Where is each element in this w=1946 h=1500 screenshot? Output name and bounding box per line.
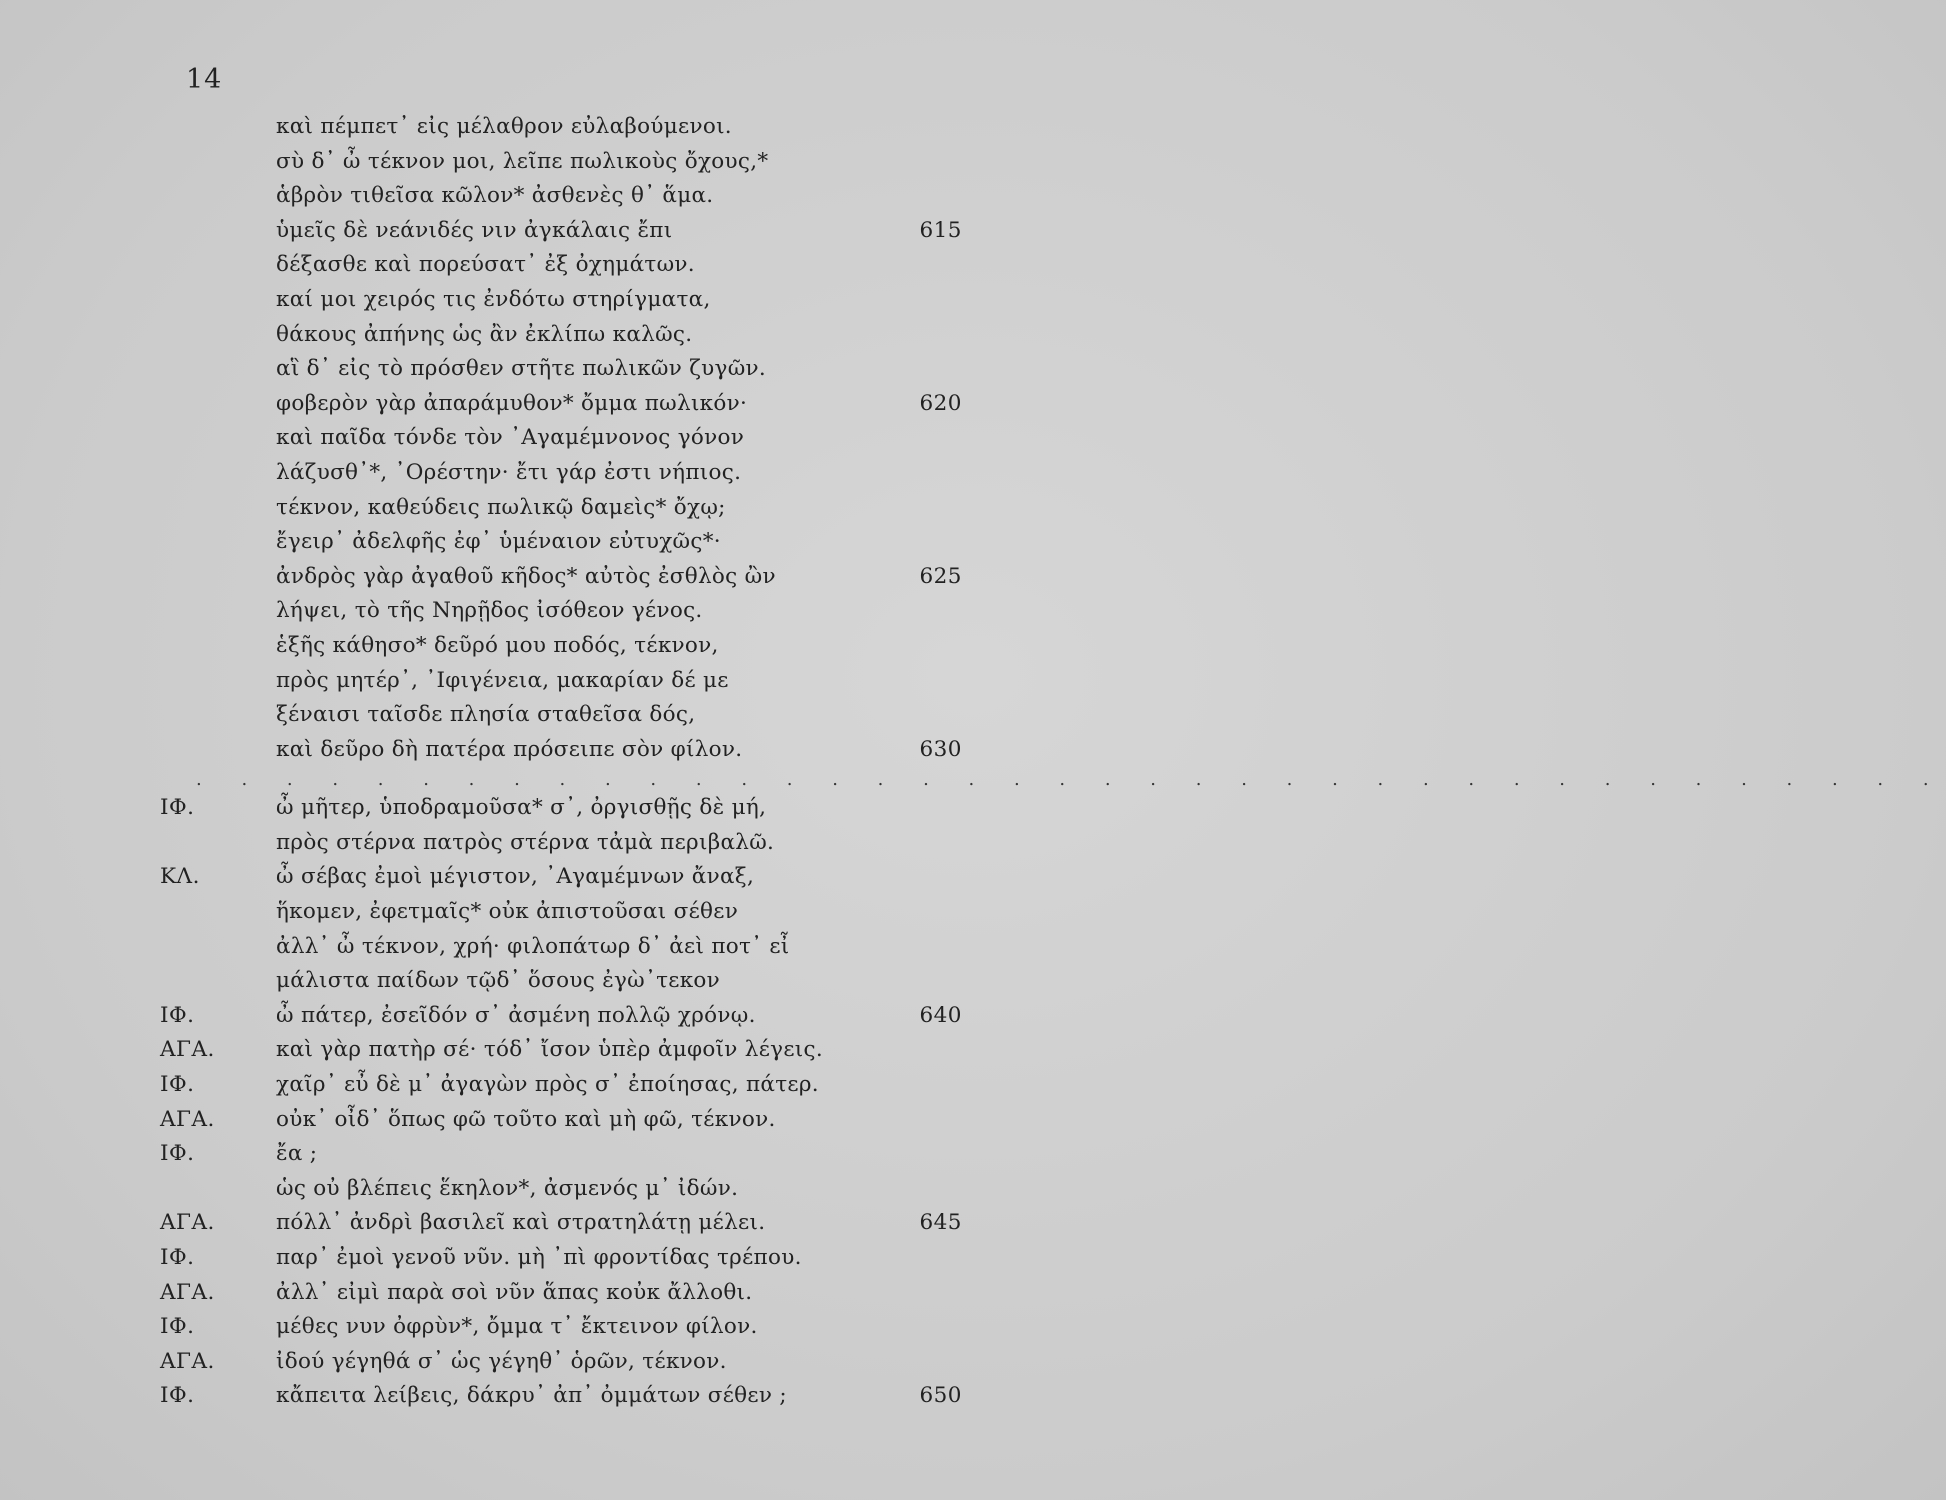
verse-line — [0, 525, 976, 560]
verse-line — [0, 283, 976, 318]
verse-line — [0, 860, 976, 895]
verse-line — [0, 826, 976, 861]
verse-line-text: ὡς οὐ βλέπεις ἕκηλον*, ἀσμενός μ᾽ ἰδών. — [276, 1175, 739, 1201]
verse-line — [0, 895, 976, 930]
verse-line — [0, 733, 976, 768]
verse-line-text: θάκους ἀπήνης ὡς ἂν ἐκλίπω καλῶς. — [276, 321, 693, 347]
line-number: 630 — [919, 736, 962, 762]
verse-line-text: λάζυσθ᾽*, ᾿Ορέστην· ἔτι γάρ ἐστι νήπιος. — [276, 459, 742, 485]
verse-line-text: ἀλλ᾽ ὦ τέκνον, χρή· φιλοπάτωρ δ᾽ ἀεὶ ποτ᾽ εἶ — [276, 933, 790, 959]
verse-block-before-lacuna — [0, 110, 976, 767]
speaker-label: ΑΓΑ. — [160, 1279, 215, 1305]
speaker-label: ΑΓΑ. — [160, 1348, 215, 1374]
speaker-label: ΚΛ. — [160, 864, 200, 890]
verse-line — [0, 110, 976, 145]
verse-line-text: καὶ πέμπετ᾽ εἰς μέλαθρον εὐλαβούμενοι. — [276, 114, 732, 139]
verse-line-text: καί μοι χειρός τις ἐνδότω στηρίγματα, — [276, 286, 711, 312]
line-number: 620 — [919, 390, 962, 416]
verse-line — [0, 145, 976, 180]
verse-line — [0, 1310, 976, 1345]
speaker-label: ΙΦ. — [160, 795, 195, 821]
verse-line-text: ἔγειρ᾽ ἀδελφῆς ἐφ᾽ ὑμέναιον εὐτυχῶς*· — [276, 529, 721, 555]
verse-line — [0, 491, 976, 526]
line-number: 640 — [919, 1002, 962, 1028]
verse-line-text: λήψει, τὸ τῆς Νηρῇδος ἰσόθεον γένος. — [276, 598, 703, 624]
speaker-label: ΑΓΑ. — [160, 1210, 215, 1236]
verse-line — [0, 1068, 976, 1103]
verse-line — [0, 421, 976, 456]
verse-line — [0, 352, 976, 387]
verse-line-text: ξέναισι ταῖσδε πλησία σταθεῖσα δός, — [276, 702, 696, 728]
speaker-label: ΙΦ. — [160, 1072, 195, 1098]
speaker-label: ΑΓΑ. — [160, 1037, 215, 1063]
verse-text — [0, 110, 1946, 1414]
verse-line — [0, 387, 976, 422]
verse-line-text: καὶ παῖδα τόνδε τὸν ᾿Αγαμέμνονος γόνον — [276, 425, 745, 451]
verse-line-text: αἳ δ᾽ εἰς τὸ πρόσθεν στῆτε πωλικῶν ζυγῶν. — [276, 356, 767, 382]
line-number: 615 — [919, 217, 962, 243]
verse-line-text: ἑξῆς κάθησο* δεῦρό μου ποδός, τέκνον, — [276, 632, 719, 658]
verse-line-text: καὶ γὰρ πατὴρ σέ· τόδ᾽ ἴσον ὑπὲρ ἀμφοῖν λέγεις. — [276, 1037, 823, 1063]
verse-line-text: ὦ σέβας ἐμοὶ μέγιστον, ᾿Αγαμέμνων ἄναξ, — [276, 864, 755, 890]
verse-line — [0, 930, 976, 965]
verse-line-text: φοβερὸν γὰρ ἀπαράμυθον* ὄμμα πωλικόν· — [276, 390, 748, 416]
verse-line — [0, 594, 976, 629]
lacuna-dots: . . . . . . . . . . . . . . . . . . . . . . . . . . . . . . . . . . . . . . . — [196, 769, 1946, 791]
verse-line-text: καὶ δεῦρο δὴ πατέρα πρόσειπε σὸν φίλον. — [276, 736, 743, 762]
verse-line-text: ἰδού γέγηθά σ᾽ ὡς γέγηθ᾽ ὁρῶν, τέκνον. — [276, 1348, 727, 1374]
verse-line-text: κἄπειτα λείβεις, δάκρυ᾽ ἀπ᾽ ὀμμάτων σέθεν ; — [276, 1383, 787, 1409]
verse-line-text: μάλιστα παίδων τῷδ᾽ ὅσους ἐγὼ᾽τεκον — [276, 968, 721, 994]
verse-line-text: τέκνον, καθεύδεις πωλικῷ δαμεὶς* ὄχῳ; — [276, 494, 726, 520]
speaker-label: ΙΦ. — [160, 1383, 195, 1409]
verse-line-text: ὑμεῖς δὲ νεάνιδές νιν ἀγκάλαις ἔπι — [276, 217, 673, 243]
verse-line-text: πόλλ᾽ ἀνδρὶ βασιλεῖ καὶ στρατηλάτῃ μέλει. — [276, 1210, 766, 1236]
verse-line — [0, 1206, 976, 1241]
verse-line — [0, 791, 976, 826]
verse-line-text: δέξασθε καὶ πορεύσατ᾽ ἐξ ὀχημάτων. — [276, 252, 695, 278]
verse-line — [0, 1033, 976, 1068]
speaker-label: ΙΦ. — [160, 1141, 195, 1167]
verse-line-text: ὦ μῆτερ, ὑποδραμοῦσα* σ᾽, ὀργισθῇς δὲ μή, — [276, 795, 767, 821]
verse-line-text: παρ᾽ ἐμοὶ γενοῦ νῦν. μὴ ᾽πὶ φροντίδας τρέπου. — [276, 1245, 802, 1270]
speaker-label: ΙΦ. — [160, 1245, 195, 1270]
verse-line — [0, 664, 976, 699]
verse-line — [0, 318, 976, 353]
line-number: 645 — [919, 1210, 962, 1236]
line-number: 625 — [919, 563, 962, 589]
verse-line — [0, 248, 976, 283]
verse-line — [0, 1137, 976, 1172]
verse-line — [0, 629, 976, 664]
verse-line — [0, 1345, 976, 1380]
page-number: 14 — [186, 64, 223, 95]
verse-line-text: ὦ πάτερ, ἐσεῖδόν σ᾽ ἀσμένη πολλῷ χρόνῳ. — [276, 1002, 756, 1028]
verse-line — [0, 1276, 976, 1311]
verse-line-text: μέθες νυν ὀφρὺν*, ὄμμα τ᾽ ἔκτεινον φίλον. — [276, 1314, 758, 1340]
verse-line — [0, 698, 976, 733]
verse-line — [0, 1172, 976, 1207]
verse-line-text: πρὸς μητέρ᾽, ᾿Ιφιγένεια, μακαρίαν δέ με — [276, 667, 729, 693]
verse-line — [0, 179, 976, 214]
verse-line — [0, 964, 976, 999]
verse-line-text: πρὸς στέρνα πατρὸς στέρνα τἀμὰ περιβαλῶ. — [276, 829, 775, 855]
verse-line — [0, 214, 976, 249]
verse-line-text: ἁβρὸν τιθεῖσα κῶλον* ἀσθενὲς θ᾽ ἅμα. — [276, 183, 714, 209]
verse-line-text: ἔα ; — [276, 1141, 318, 1167]
verse-line — [0, 1103, 976, 1138]
verse-line — [0, 999, 976, 1034]
verse-line-text: ἥκομεν, ἐφετμαῖς* οὐκ ἀπιστοῦσαι σέθεν — [276, 899, 739, 925]
speaker-label: ΑΓΑ. — [160, 1106, 215, 1132]
speaker-label: ΙΦ. — [160, 1002, 195, 1028]
verse-line-text: σὺ δ᾽ ὦ τέκνον μοι, λεῖπε πωλικοὺς ὄχους,* — [276, 148, 769, 174]
verse-line — [0, 1241, 976, 1276]
verse-line-text: ἀνδρὸς γὰρ ἀγαθοῦ κῆδος* αὐτὸς ἐσθλὸς ὢν — [276, 563, 776, 589]
verse-line — [0, 560, 976, 595]
verse-line-text: οὐκ᾽ οἶδ᾽ ὅπως φῶ τοῦτο καὶ μὴ φῶ, τέκνον. — [276, 1106, 776, 1132]
speaker-label: ΙΦ. — [160, 1314, 195, 1340]
verse-line-text: χαῖρ᾽ εὖ δὲ μ᾽ ἀγαγὼν πρὸς σ᾽ ἐποίησας, πάτερ. — [276, 1072, 819, 1098]
line-number: 650 — [919, 1383, 962, 1409]
verse-line — [0, 1379, 976, 1414]
verse-block-dialogue — [0, 791, 976, 1414]
verse-line — [0, 456, 976, 491]
verse-line-text: ἀλλ᾽ εἰμὶ παρὰ σοὶ νῦν ἅπας κοὐκ ἄλλοθι. — [276, 1279, 753, 1305]
